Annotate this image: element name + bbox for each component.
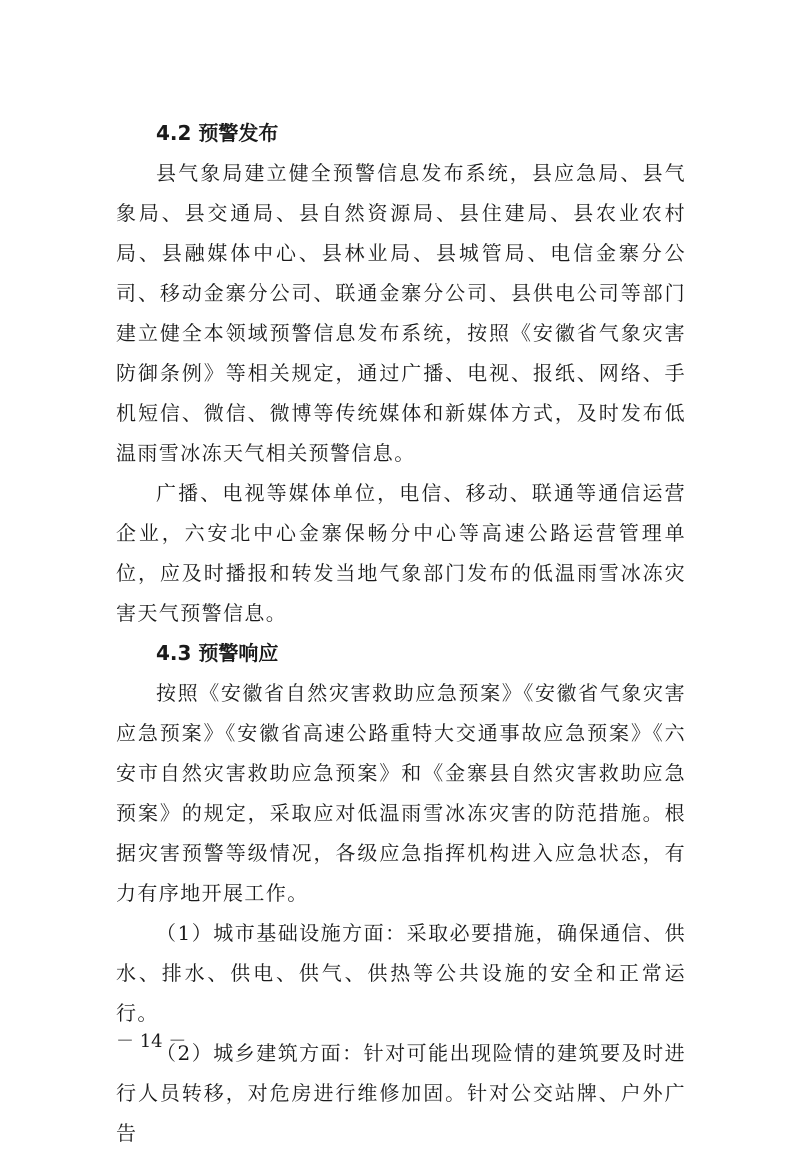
paragraph: （2）城乡建筑方面：针对可能出现险情的建筑要及时进行人员转移，对危房进行维修加固。针对公交站牌、户外广告: [116, 1041, 686, 1145]
paragraph: 按照《安徽省自然灾害救助应急预案》《安徽省气象灾害应急预案》《安徽省高速公路重特大交通事故应急预案》《六安市自然灾害救助应急预案》和《金寨县自然灾害救助应急预案》的规定，采取应对低温雨雪冰冻灾害的防范措施。根据灾害预警等级情况，各级应急指挥机构进入应急状态，有力有序地开展工作。: [116, 681, 686, 905]
section-heading-4-3: 4.3 预警响应: [156, 641, 279, 665]
paragraph: 县气象局建立健全预警信息发布系统，县应急局、县气象局、县交通局、县自然资源局、县住建局、县农业农村局、县融媒体中心、县林业局、县城管局、电信金寨分公司、移动金寨分公司、联通金寨分公司、县供电公司等部门建立健全本领域预警信息发布系统，按照《安徽省气象灾害防御条例》等相关规定，通过广播、电视、报纸、网络、手机短信、微信、微博等传统媒体和新媒体方式，及时发布低温雨雪冰冻天气相关预警信息。: [116, 161, 686, 465]
section-heading-4-2: 4.2 预警发布: [156, 121, 279, 145]
paragraph: 广播、电视等媒体单位，电信、移动、联通等通信运营企业，六安北中心金寨保畅分中心等高速公路运营管理单位，应及时播报和转发当地气象部门发布的低温雨雪冰冻灾害天气预警信息。: [116, 481, 686, 625]
page-number: － 14 －: [116, 1031, 187, 1052]
document-body: [116, 113, 686, 1153]
paragraph: （1）城市基础设施方面：采取必要措施，确保通信、供水、排水、供电、供气、供热等公共设施的安全和正常运行。: [116, 921, 686, 1025]
